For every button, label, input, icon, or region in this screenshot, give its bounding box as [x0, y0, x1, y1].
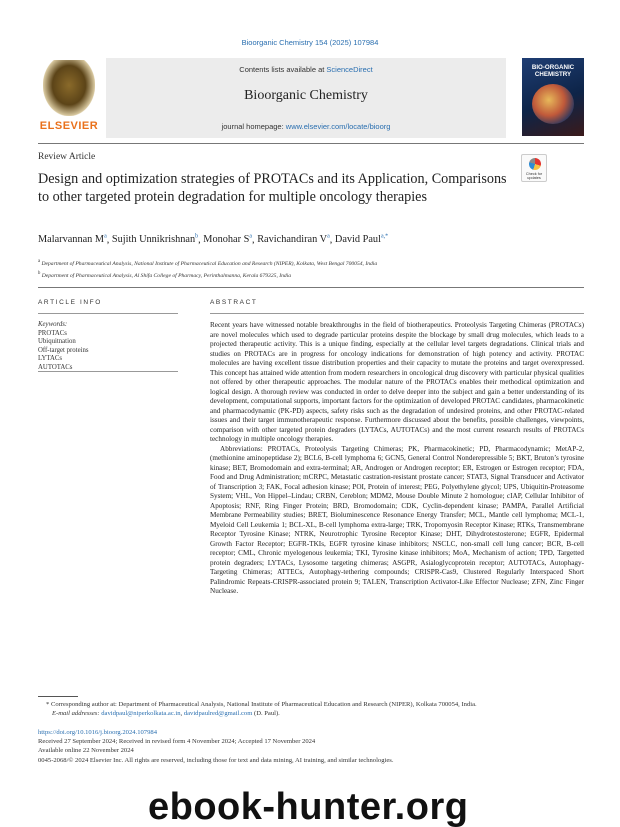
email-link[interactable]: davidpaulred@gmail.com [183, 710, 253, 717]
affiliations [38, 257, 377, 281]
abstract-body [210, 321, 584, 597]
journal-banner [106, 58, 506, 138]
elsevier-logo[interactable] [38, 58, 100, 136]
author[interactable]: Ravichandiran $V^a$ [257, 234, 330, 246]
cover-title: BIO-ORGANIC CHEMISTRY [531, 64, 575, 78]
watermark: ebook-hunter.org [148, 786, 469, 827]
author[interactable]: Sujith Unnikrishnan$^b$ [111, 234, 199, 246]
keywords-rule [38, 371, 178, 372]
email-link[interactable]: davidpaul@niperkolkata.ac.in [101, 710, 181, 717]
elsevier-wordmark: ELSEVIER [39, 120, 99, 132]
homepage-line: journal homepage: www.elsevier.com/locate/bioorg [221, 122, 391, 131]
author[interactable]: David Paul$^{a,*}$ [334, 234, 389, 246]
available-online: Available online 22 November 2024 [38, 747, 134, 755]
copyright: 0045-2068/© 2024 Elsevier Inc. All rights are reserved, including those for text and data mining, AI training, and similar technologies. [38, 756, 394, 764]
journal-cover[interactable] [522, 58, 584, 136]
journal-name: Bioorganic Chemistry [244, 88, 368, 103]
article-type: Review Article [38, 152, 96, 162]
contents-line: Contents lists available at ScienceDirect [239, 65, 373, 74]
author[interactable]: Malarvannan $M^a$ [38, 234, 107, 246]
corresponding-author-note: * Corresponding author at: Department of Pharmaceutical Analysis, National Institute of Pharmaceutical Education and Research (NIPER), Kolkata 700054, India. [46, 701, 477, 708]
abstract-heading: ABSTRACT [210, 299, 258, 306]
keywords-label: Keywords: [38, 321, 68, 328]
author-list: Malarvannan $M^a$, Sujith Unnikrishnan$^b$, Monohar $S^a$, Ravichandiran $V^a$, David Paul$^{a,*}$ [38, 234, 389, 246]
keyword[interactable]: LYTACs [38, 355, 63, 363]
affiliation: $^a$ Department of Pharmaceutical Analysis, National Institute of Pharmaceutical Education and Research (NIPER), Kolkata, West Bengal 700054, India [38, 259, 378, 267]
keyword[interactable]: PROTACs [38, 329, 67, 337]
affiliation-divider [38, 287, 584, 288]
keyword[interactable]: Off-target proteins [38, 346, 89, 354]
article-info-rule [38, 313, 178, 314]
check-updates-icon [529, 158, 541, 170]
check-for-updates-button[interactable] [521, 154, 547, 182]
doi-link[interactable]: https://doi.org/10.1016/j.bioorg.2024.107984 [38, 729, 157, 736]
article-title: Design and optimization strategies of PROTACs and its Application, Comparisons to other targeted protein degradation for multiple oncology therapies [38, 171, 507, 205]
header-divider [38, 143, 584, 144]
affiliation: $^b$ Department of Pharmaceutical Analysis, Al Shifa College of Pharmacy, Perinthalmanna, Kerala 679325, India [38, 270, 292, 279]
abstract-rule [210, 313, 584, 314]
sciencedirect-link[interactable]: ScienceDirect [326, 65, 373, 74]
author[interactable]: Monohar $S^a$ [203, 234, 253, 246]
abbreviations-paragraph: Abbreviations: PROTACs, Proteolysis Targeting Chimeras; PK, Pharmacokinetic; PD, Pharmacodynamic; MetAP-2, (methionine aminopeptidase 2); BCL6, B-cell lymphoma 6; GCN5, General Control Nonderepressible 5; BKT, Bruton’s tyrosine kinase; BET, Bromodomain and extra-terminal; AR, Androgen or Androgen receptor; ER, Estrogen or Estrogen receptor; FDA, Food and Drug Administration; mCRPC, Metastatic castration-resistant prostate cancer; STAT3, Signal Transducer and Activator of Transcription 3; FAK, Focal adhesion kinase; POI, Protein of interest; PEG, Polyethylene glycol; UPS, Ubiquitin-Proteasome System; VHL, Von Hippel–Lindau; CRBN, Cereblon; MDM2, Mouse Double Minute 2 homologue; cIAP, Cellular Inhibitor of Apoptosis; RNF, Ring Finger Protein; BRD, Bromodomain; CDK, Cyclin-dependent kinase; PAMPA, Parallel Artificial Membrane Permeability studies; BRET, Bioluminescence Resonance Energy Transfer; MCL, Mantle cell lymphoma; MCL-1, Myeloid Cell Leukemia 1; BCL-XL, B-cell lymphoma extra-large; TRK, Tropomyosin Receptor Kinase; RTKs, Transmembrane Receptor Tyrosine Kinase; NTRK, Neurotrophic Tyrosine Receptor Kinase; DHT, Dihydrotestosterone; EGFR, Epidermal Growth Factor Receptor; EGFR-TKIs, EGFR tyrosine kinase inhibitors; NSCLC, non-small cell lung cancer; BCR, B-cell receptor; CML, Chronic myelogenous leukemia; TKI, Tyrosine kinase inhibitors; MoA, Mechanism of action; TPD, Targetted protein degraders; LYTACs, Lysosome targeting chimeras; ASGPR, Asialoglycoprotein receptor; AUTOTACs, Autophagy-Targeting Chimeras; ATTECs, Autophagy-tethering compounds; CRISPR-Cas9, Clustered Regularly Interspaced Short Palindromic Repeats-CRISPR-associated protein 9; TALEN, Transcription Activator-Like Effector Nuclease; ZFN, Zinc Finger Nuclease. [210, 444, 584, 595]
footnote-divider [38, 696, 78, 697]
journal-reference[interactable]: Bioorganic Chemistry 154 (2025) 107984 [241, 38, 379, 47]
footnote [38, 700, 584, 718]
homepage-link[interactable]: www.elsevier.com/locate/bioorg [285, 122, 391, 131]
cover-art-icon [532, 84, 574, 124]
keyword[interactable]: AUTOTACs [38, 363, 73, 371]
received-dates: Received 27 September 2024; Received in revised form 4 November 2024; Accepted 17 November 2024 [38, 738, 316, 746]
check-updates-label: Check for updates [525, 172, 543, 181]
keywords-block [38, 321, 89, 373]
abstract-paragraph: Recent years have witnessed notable breakthroughs in the field of biotherapeutics. Proteolysis Targeting Chimeras (PROTACs) are novel molecules which used to degrade particular proteins despite the blockage by small drug molecules, which leads to a projected therapeutic activity. This is a unique finding, especially at the cellular level targets degradations. Clinical trials and studies on PROTACs are in progress for oncology indications for demonstration of high potency and activity. PROTAC molecules are having excellent tissue distribution properties and their capacity to mutate the proteins and target overexpressed. This concept has attained wide attention from modern researchers in oncological drug discovery with particular physical qualities not offered by other therapeutic approaches. The modular nature of the PROTACs enables their methodical optimization and logical design. A thorough review was conducted in order to delve deeper into the subject and gain a better understanding of its development, computational supports, important factors for the optimization of developed PROTAC candidates, pharmacokinetic and pharmacodynamic (PK-PD) aspects, safety risks such as the degradation of undesired proteins, and other PROTAC-related issues and their target immunotherapeutic response. Furthermore discussed about the benefits, possible challenges, viewpoints, comparison with other targeted protein degraders (LYTACs, AUTOTACs) and the most current research results of PROTACs technology in multiple oncology therapies. [210, 321, 584, 443]
article-info-heading: ARTICLE INFO [38, 299, 102, 306]
publication-info [38, 728, 394, 765]
keyword[interactable]: Ubiquitnation [38, 338, 76, 346]
email-line: E-mail addresses: davidpaul@niperkolkata.ac.in, davidpaulred@gmail.com (D. Paul). [52, 710, 280, 717]
journal-header [38, 58, 584, 138]
elsevier-tree-icon [43, 60, 95, 116]
